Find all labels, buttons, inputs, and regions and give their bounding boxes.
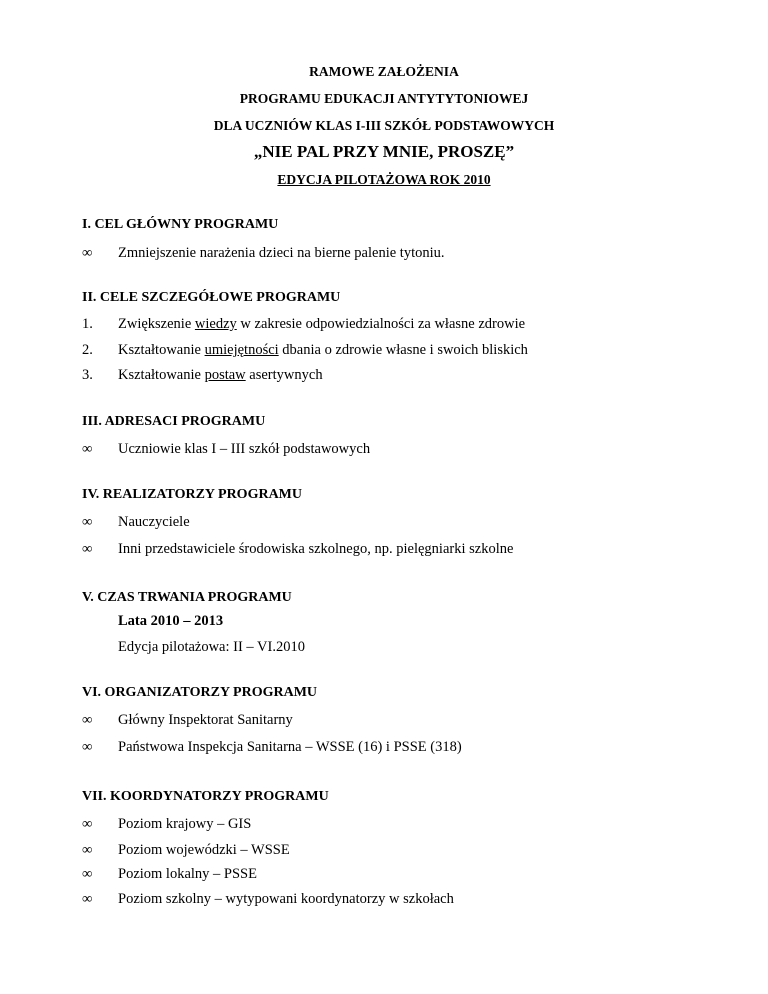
numbered-item — [82, 367, 323, 384]
header-line-2: PROGRAMU EDUKACJI ANTYTYTONIOWEJ — [239, 91, 529, 106]
list-item — [82, 441, 370, 458]
edition-label: EDYCJA PILOTAŻOWA ROK 2010 — [277, 172, 491, 187]
program-years: Lata 2010 – 2013 — [118, 613, 224, 629]
bullet-icon: ∞ — [82, 866, 93, 882]
section-heading-1: I. CEL GŁÓWNY PROGRAMU — [82, 217, 279, 232]
list-item-text: Uczniowie klas I – III szkół podstawowych — [118, 441, 371, 457]
header-line-3: DLA UCZNIÓW KLAS I-III SZKÓŁ PODSTAWOWYCH — [213, 118, 555, 133]
section-heading-5: V. CZAS TRWANIA PROGRAMU — [82, 590, 292, 605]
item-text-pre: Zwiększenie — [118, 316, 195, 332]
list-item-text: Państwowa Inspekcja Sanitarna – WSSE (16) i PSSE (318) — [118, 739, 462, 755]
list-item — [82, 739, 462, 756]
list-item-text: Nauczyciele — [118, 514, 190, 530]
list-item-text: Główny Inspektorat Sanitarny — [118, 712, 293, 728]
bullet-icon: ∞ — [82, 712, 93, 728]
bullet-icon: ∞ — [82, 541, 93, 557]
bullet-icon: ∞ — [82, 514, 93, 530]
list-item — [82, 842, 290, 859]
pilot-edition-period: Edycja pilotażowa: II – VI.2010 — [118, 639, 305, 655]
item-text-post: asertywnych — [245, 367, 323, 383]
list-item-text: Poziom wojewódzki – WSSE — [118, 842, 290, 858]
item-text-pre: Kształtowanie — [118, 342, 205, 358]
section-heading-2: II. CELE SZCZEGÓŁOWE PROGRAMU — [82, 290, 341, 305]
list-item — [82, 712, 293, 729]
list-item — [82, 891, 454, 908]
section-heading-7: VII. KOORDYNATORZY PROGRAMU — [82, 789, 329, 804]
list-item — [82, 245, 445, 262]
item-number: 1. — [82, 316, 93, 332]
list-item-text: Inni przedstawiciele środowiska szkolnego, np. pielęgniarki szkolne — [118, 541, 514, 557]
numbered-item — [82, 316, 525, 333]
item-text-post: w zakresie odpowiedzialności za własne zdrowie — [236, 316, 526, 332]
list-item — [82, 816, 251, 833]
section-heading-4: IV. REALIZATORZY PROGRAMU — [82, 487, 303, 502]
item-number: 3. — [82, 367, 93, 383]
header-line-1: RAMOWE ZAŁOŻENIA — [309, 64, 459, 79]
bullet-icon: ∞ — [82, 816, 93, 832]
item-text-pre: Kształtowanie — [118, 367, 205, 383]
list-item-text: Poziom lokalny – PSSE — [118, 866, 257, 882]
list-item-text: Poziom szkolny – wytypowani koordynatorzy w szkołach — [118, 891, 454, 907]
list-item-text: Poziom krajowy – GIS — [118, 816, 252, 832]
list-item-text: Zmniejszenie narażenia dzieci na bierne palenie tytoniu. — [118, 245, 445, 261]
list-item — [82, 514, 190, 531]
item-key-term: wiedzy — [194, 316, 237, 332]
list-item — [82, 541, 513, 558]
section-heading-3: III. ADRESACI PROGRAMU — [82, 414, 266, 429]
numbered-item — [82, 342, 528, 359]
program-title: „NIE PAL PRZY MNIE, PROSZĘ” — [253, 142, 515, 161]
item-number: 2. — [82, 342, 93, 358]
item-key-term: postaw — [204, 367, 246, 383]
bullet-icon: ∞ — [82, 842, 93, 858]
bullet-icon: ∞ — [82, 441, 93, 457]
bullet-icon: ∞ — [82, 739, 93, 755]
section-heading-6: VI. ORGANIZATORZY PROGRAMU — [82, 685, 318, 700]
bullet-icon: ∞ — [82, 891, 93, 907]
item-key-term: umiejętności — [204, 342, 279, 358]
bullet-icon: ∞ — [82, 245, 93, 261]
list-item — [82, 866, 257, 883]
item-text-post: dbania o zdrowie własne i swoich bliskich — [278, 342, 528, 358]
